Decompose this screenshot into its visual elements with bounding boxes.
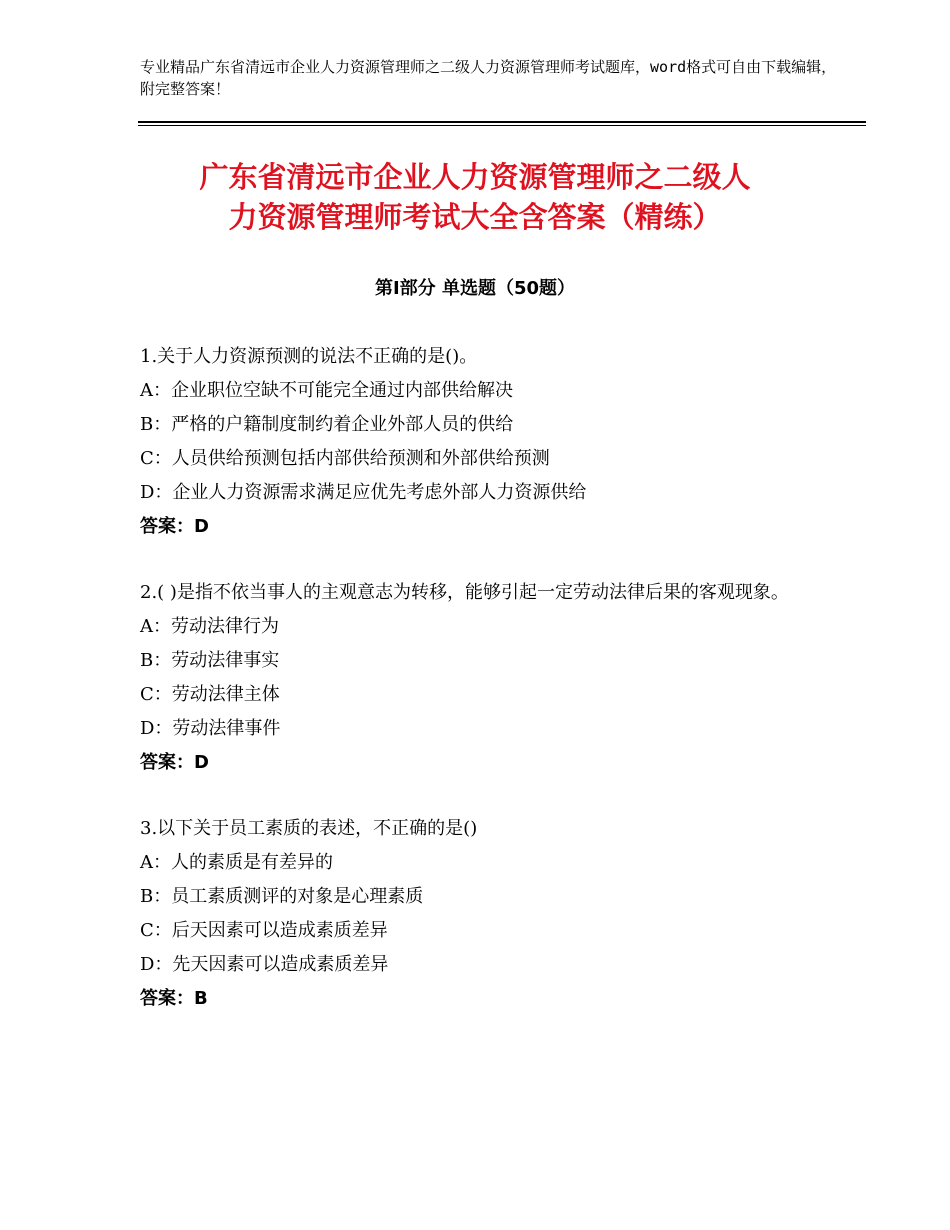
answer: 答案：D — [140, 516, 209, 537]
document-title-line-1: 广东省清远市企业人力资源管理师之二级人 — [199, 160, 751, 194]
question-1 — [140, 340, 820, 544]
answer: 答案：D — [140, 752, 209, 773]
option-d: D：企业人力资源需求满足应优先考虑外部人力资源供给 — [140, 482, 587, 503]
option-c: C：人员供给预测包括内部供给预测和外部供给预测 — [140, 448, 550, 469]
header-divider-thin — [138, 125, 866, 126]
option-d: D：先天因素可以造成素质差异 — [140, 954, 389, 975]
option-b: B：劳动法律事实 — [140, 650, 280, 671]
header-divider-thick — [138, 121, 866, 123]
option-b: B：严格的户籍制度制约着企业外部人员的供给 — [140, 414, 514, 435]
option-a: A：人的素质是有差异的 — [140, 852, 333, 873]
option-c: C：后天因素可以造成素质差异 — [140, 920, 388, 941]
question-stem: 2.( )是指不依当事人的主观意志为转移，能够引起一定劳动法律后果的客观现象。 — [140, 582, 789, 603]
document-title — [120, 157, 830, 237]
option-a: A：劳动法律行为 — [140, 616, 279, 637]
question-stem: 1.关于人力资源预测的说法不正确的是()。 — [140, 346, 478, 367]
question-3 — [140, 812, 820, 1016]
question-list — [140, 340, 820, 1048]
question-2 — [140, 576, 820, 780]
option-a: A：企业职位空缺不可能完全通过内部供给解决 — [140, 380, 513, 401]
option-b: B：员工素质测评的对象是心理素质 — [140, 886, 424, 907]
section-title: 第Ⅰ部分 单选题（50题） — [374, 278, 575, 299]
document-title-line-2: 力资源管理师考试大全含答案（精练） — [228, 200, 722, 234]
option-c: C：劳动法律主体 — [140, 684, 280, 705]
answer: 答案：B — [140, 988, 208, 1009]
option-d: D：劳动法律事件 — [140, 718, 281, 739]
question-stem: 3.以下关于员工素质的表述，不正确的是() — [140, 818, 478, 839]
header-note: 专业精品广东省清远市企业人力资源管理师之二级人力资源管理师考试题库，word格式可自由下载编辑，附完整答案！ — [140, 58, 837, 98]
